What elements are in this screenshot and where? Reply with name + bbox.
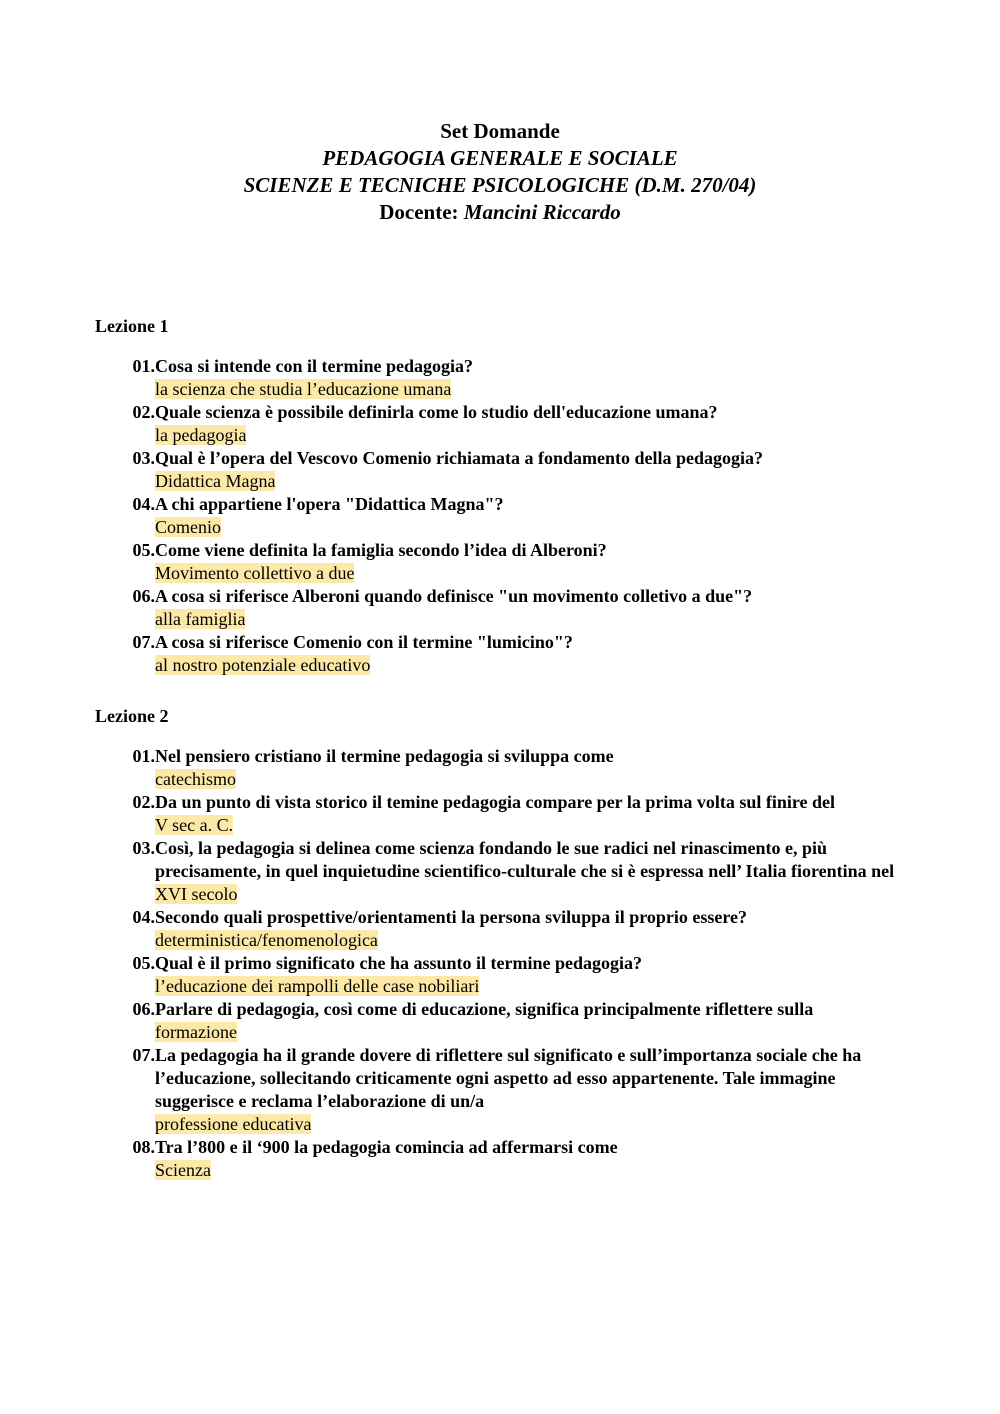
question-item	[95, 355, 915, 401]
question-number: 08.	[132, 1137, 155, 1157]
answer-highlight: al nostro potenziale educativo	[155, 655, 371, 675]
question-text: Qual è l’opera del Vescovo Comenio richiamata a fondamento della pedagogia?	[155, 448, 763, 468]
question-number: 07.	[132, 1045, 155, 1065]
question-item	[95, 631, 915, 677]
question	[95, 952, 915, 975]
question-text: Quale scienza è possibile definirla come lo studio dell'educazione umana?	[155, 402, 718, 422]
question-item	[95, 837, 915, 906]
question-text: La pedagogia ha il grande dovere di riflettere sul significato e sull’importanza sociale che ha l’educazione, sollecitando criticamente ogni aspetto ad esso appartenente. Tale immagine suggerisce e reclama l’elaborazione di un/a	[155, 1045, 862, 1111]
question	[95, 906, 915, 929]
question	[95, 791, 915, 814]
question	[95, 1044, 915, 1113]
question	[95, 1136, 915, 1159]
question-number: 06.	[132, 999, 155, 1019]
answer	[95, 1159, 915, 1182]
answer	[95, 516, 915, 539]
answer	[95, 1113, 915, 1136]
answer-highlight: deterministica/fenomenologica	[155, 930, 378, 950]
question-number: 02.	[132, 792, 155, 812]
question-list	[95, 355, 915, 677]
question-number: 05.	[132, 953, 155, 973]
question-item	[95, 745, 915, 791]
question-number: 01.	[132, 356, 155, 376]
question-text: Da un punto di vista storico il temine pedagogia compare per la prima volta sul finire del	[155, 792, 836, 812]
question-item	[95, 952, 915, 998]
document-title: Set Domande	[440, 119, 560, 143]
question-text: Cosa si intende con il termine pedagogia?	[155, 356, 473, 376]
question-item	[95, 585, 915, 631]
question-text: Nel pensiero cristiano il termine pedagogia si sviluppa come	[155, 746, 614, 766]
answer-highlight: Didattica Magna	[155, 471, 276, 491]
question-text: Secondo quali prospettive/orientamenti la persona sviluppa il proprio essere?	[155, 907, 748, 927]
answer	[95, 768, 915, 791]
question	[95, 745, 915, 768]
answer-highlight: alla famiglia	[155, 609, 246, 629]
teacher-label: Docente:	[379, 200, 459, 224]
question-item	[95, 998, 915, 1044]
answer	[95, 654, 915, 677]
answer	[95, 975, 915, 998]
degree-name: SCIENZE E TECNICHE PSICOLOGICHE (D.M. 270/04)	[243, 173, 757, 197]
question-item	[95, 539, 915, 585]
question-text: A chi appartiene l'opera "Didattica Magna"?	[155, 494, 504, 514]
answer	[95, 378, 915, 401]
section-lezione-1	[95, 314, 915, 677]
question-number: 07.	[132, 632, 155, 652]
question-text: Così, la pedagogia si delinea come scienza fondando le sue radici nel rinascimento e, più precisamente, in quel inquietudine scientifico-culturale che si è espressa nell’ Italia fiorentina nel	[155, 838, 895, 881]
course-name: PEDAGOGIA GENERALE E SOCIALE	[322, 146, 678, 170]
answer-highlight: l’educazione dei rampolli delle case nobiliari	[155, 976, 480, 996]
answer-highlight: professione educativa	[155, 1114, 312, 1134]
question	[95, 631, 915, 654]
question	[95, 539, 915, 562]
question-item	[95, 1044, 915, 1136]
section-title: Lezione 2	[95, 706, 169, 726]
question-item	[95, 447, 915, 493]
section-lezione-2	[95, 704, 915, 1182]
answer-highlight: la pedagogia	[155, 425, 247, 445]
answer-highlight: Comenio	[155, 517, 221, 537]
question-text: Come viene definita la famiglia secondo l’idea di Alberoni?	[155, 540, 607, 560]
answer-highlight: Movimento collettivo a due	[155, 563, 355, 583]
question-item	[95, 493, 915, 539]
question-text: Qual è il primo significato che ha assunto il termine pedagogia?	[155, 953, 643, 973]
question-item	[95, 1136, 915, 1182]
answer	[95, 1021, 915, 1044]
question-number: 05.	[132, 540, 155, 560]
question-number: 03.	[132, 448, 155, 468]
answer	[95, 929, 915, 952]
question-number: 03.	[132, 838, 155, 858]
teacher-name: Mancini Riccardo	[463, 200, 621, 224]
answer	[95, 814, 915, 837]
answer	[95, 470, 915, 493]
answer-highlight: V sec a. C.	[155, 815, 234, 835]
question	[95, 493, 915, 516]
answer-highlight: Scienza	[155, 1160, 211, 1180]
question-text: Tra l’800 e il ‘900 la pedagogia comincia ad affermarsi come	[155, 1137, 618, 1157]
question-number: 02.	[132, 402, 155, 422]
question-text: A cosa si riferisce Comenio con il termine "lumicino"?	[155, 632, 573, 652]
question-number: 04.	[132, 907, 155, 927]
section-title: Lezione 1	[95, 316, 169, 336]
answer	[95, 424, 915, 447]
question	[95, 447, 915, 470]
question-item	[95, 906, 915, 952]
answer	[95, 562, 915, 585]
question	[95, 998, 915, 1021]
document-header	[0, 118, 1000, 226]
answer-highlight: catechismo	[155, 769, 236, 789]
answer-highlight: XVI secolo	[155, 884, 238, 904]
answer	[95, 883, 915, 906]
answer-highlight: la scienza che studia l’educazione umana	[155, 379, 452, 399]
question-number: 06.	[132, 586, 155, 606]
question-list	[95, 745, 915, 1182]
answer-highlight: formazione	[155, 1022, 237, 1042]
question	[95, 585, 915, 608]
question	[95, 837, 915, 883]
question-item	[95, 401, 915, 447]
question-number: 01.	[132, 746, 155, 766]
question	[95, 401, 915, 424]
question	[95, 355, 915, 378]
teacher-line	[0, 199, 1000, 226]
question-text: A cosa si riferisce Alberoni quando definisce "un movimento colletivo a due"?	[155, 586, 753, 606]
question-text: Parlare di pedagogia, così come di educazione, significa principalmente riflettere sulla	[155, 999, 814, 1019]
question-number: 04.	[132, 494, 155, 514]
question-item	[95, 791, 915, 837]
answer	[95, 608, 915, 631]
